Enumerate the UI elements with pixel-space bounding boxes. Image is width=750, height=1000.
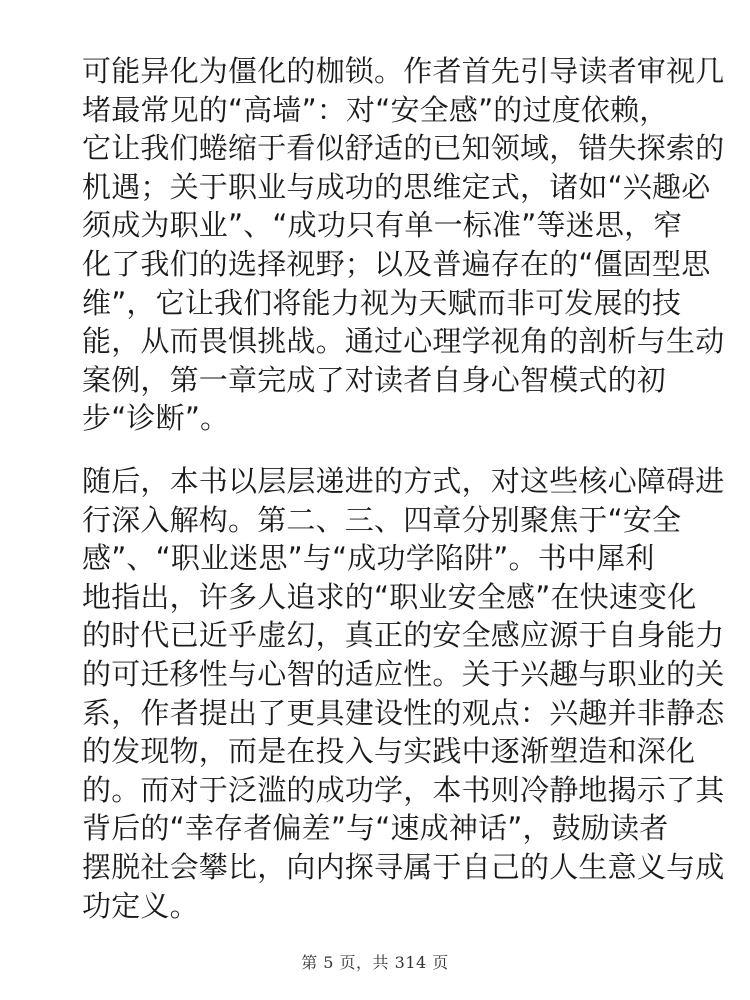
text-line: 系，作者提出了更具建设性的观点：兴趣并非静态 [82, 695, 725, 730]
text-line: 背后的“幸存者偏差”与“速成神话”，鼓励读者 [82, 811, 669, 846]
text-line: 步“诊断”。 [82, 401, 230, 436]
text-line: 堵最常见的“高墙”：对“安全感”的过度依赖， [82, 92, 669, 127]
text-line: 须成为职业”、“成功只有单一标准”等迷思，窄 [82, 208, 683, 243]
text-line: 维”，它让我们将能力视为天赋而非可发展的技 [82, 285, 682, 320]
paragraph-1 [82, 52, 725, 438]
text-line: 功定义。 [82, 888, 199, 923]
text-line: 随后，本书以层层递进的方式，对这些核心障碍进 [82, 464, 725, 498]
text-line: 地指出，许多人追求的“职业安全感”在快速变化 [82, 579, 697, 614]
text-line: 的发现物，而是在投入与实践中逐渐塑造和深化 [82, 734, 696, 769]
paragraph-2 [82, 462, 725, 925]
text-line: 案例，第一章完成了对读者自身心智模式的初 [82, 362, 667, 397]
text-line: 的。而对于泛滥的成功学，本书则冷静地揭示了其 [82, 772, 725, 807]
text-line: 能，从而畏惧挑战。通过心理学视角的剖析与生动 [82, 324, 725, 359]
text-line: 它让我们蜷缩于看似舒适的已知领域，错失探索的 [82, 131, 725, 166]
text-line: 机遇；关于职业与成功的思维定式，诸如“兴趣必 [82, 169, 711, 204]
text-line: 感”、“职业迷思”与“成功学陷阱”。书中犀利 [82, 541, 655, 576]
text-line: 化了我们的选择视野；以及普遍存在的“僵固型思 [82, 246, 711, 281]
text-line: 行深入解构。第二、三、四章分别聚焦于“安全 [82, 502, 682, 537]
text-line: 的时代已近乎虚幻，真正的安全感应源于自身能力 [82, 618, 725, 653]
text-line: 可能异化为僵化的枷锁。作者首先引导读者审视几 [82, 54, 725, 88]
page-number-footer: 第 5 页，共 314 页 [301, 953, 449, 972]
text-line: 摆脱社会攀比，向内探寻属于自己的人生意义与成 [82, 849, 725, 884]
text-line: 的可迁移性与心智的适应性。关于兴趣与职业的关 [82, 656, 725, 691]
